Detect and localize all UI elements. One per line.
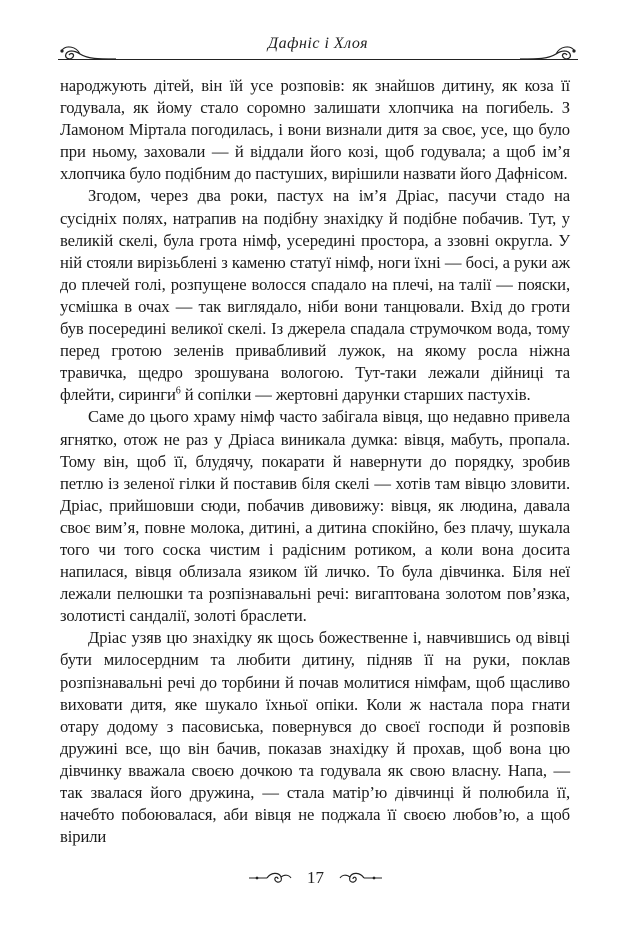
paragraph [60, 185, 570, 406]
paragraph-text: Згодом, через два роки, пастух на ім’я Дріас, пасучи стадо на сусідніх полях, натрапив на подібну знахідку й подібне побачив. Тут, у великій скелі, була грота німф, усередині простора, а ззовні округла. У ній стояли вирізьблені з каменю статуї німф, ноги їхні — босі, а руки аж до плечей голі, розпущене волосся спадало на плечі, на талії — пояски, усмішка в очах — так виглядало, ніби вони танцювали. Вхід до гроти був посередині великої скелі. Із джерела спадала струмочком вода, тому перед гротою зеленів привабливий лужок, на якому росла ніжна травичка, щедро зрошувана вологою. Тут-таки лежали дійниці та флейти, сиринги [60, 186, 570, 405]
running-header [58, 26, 578, 66]
scroll-ornament-icon [247, 869, 293, 887]
scroll-ornament-icon [338, 869, 384, 887]
paragraph: Дріас узяв цю знахідку як щось божественне і, навчившись од вівці бути милосердним та любити дитину, підняв її на руки, поклав розпізнавальні речі до торбини й почав молитися німфам, щоб щасливо виховати дитя, яке шукало їхньої опіки. Коли ж настала пора гнати отару додому з пасовиська, повернувся до своєї господи й розповів дружині все, що він бачив, показав знахідку й прохав, щоб вона цю дівчинку вважала своєю дочкою та годувала як свою власну. Напа, — так звалася його дружина, — стала матір’ю дівчинці й полюбила її, начебто побоювалася, аби вівця не поджала її своєю любов’ю, а щоб вірили [60, 628, 570, 847]
paragraph-text-continued: й сопілки — жертовні дарунки старших пастухів. [180, 385, 531, 405]
page-footer [0, 868, 631, 892]
paragraph: народжують дітей, він їй усе розповів: як знайшов дитину, як коза її годувала, як йому стало соромно залишати хлопчика на погибель. З Ламоном Міртала погодилась, і вони визнали дитя за своє, усе, що було при ньому, заховали — й віддали його козі, щоб годувала; а щоб ім’я хлопчика було подібним до пастуших, вирішили назвати його Дафнісом. [60, 76, 570, 184]
footnote-marker: 6 [175, 385, 181, 397]
header-rule [58, 59, 578, 60]
page-title: Дафніс і Хлоя [267, 35, 369, 52]
flourish-ornament-icon [518, 42, 578, 64]
paragraph: Саме до цього храму німф часто забігала вівця, що недавно привела ягнятко, отож не раз у Дріаса виникала думка: вівця, мабуть, пропала. Тому він, щоб її, блудячу, покарати й навернути до порядку, зробив петлю із зеленої гілки й поставив біля скелі — хотів там вівцю зловити. Дріас, прийшовши сюди, побачив дивовижу: вівця, як людина, давала своє вим’я, повне молока, дитині, а дитина спокійно, без плачу, шукала того чи того соска чистим і радісним ротиком, а коли вона досита напилася, вівця облизала язиком їй личко. То була дівчинка. Біля неї лежали пелюшки та розпізнавальні речі: вигаптована золотом пов’язка, золотисті сандалії, золоті браслети. [60, 407, 570, 626]
body-text [60, 75, 570, 848]
page-number: 17 [307, 868, 324, 887]
